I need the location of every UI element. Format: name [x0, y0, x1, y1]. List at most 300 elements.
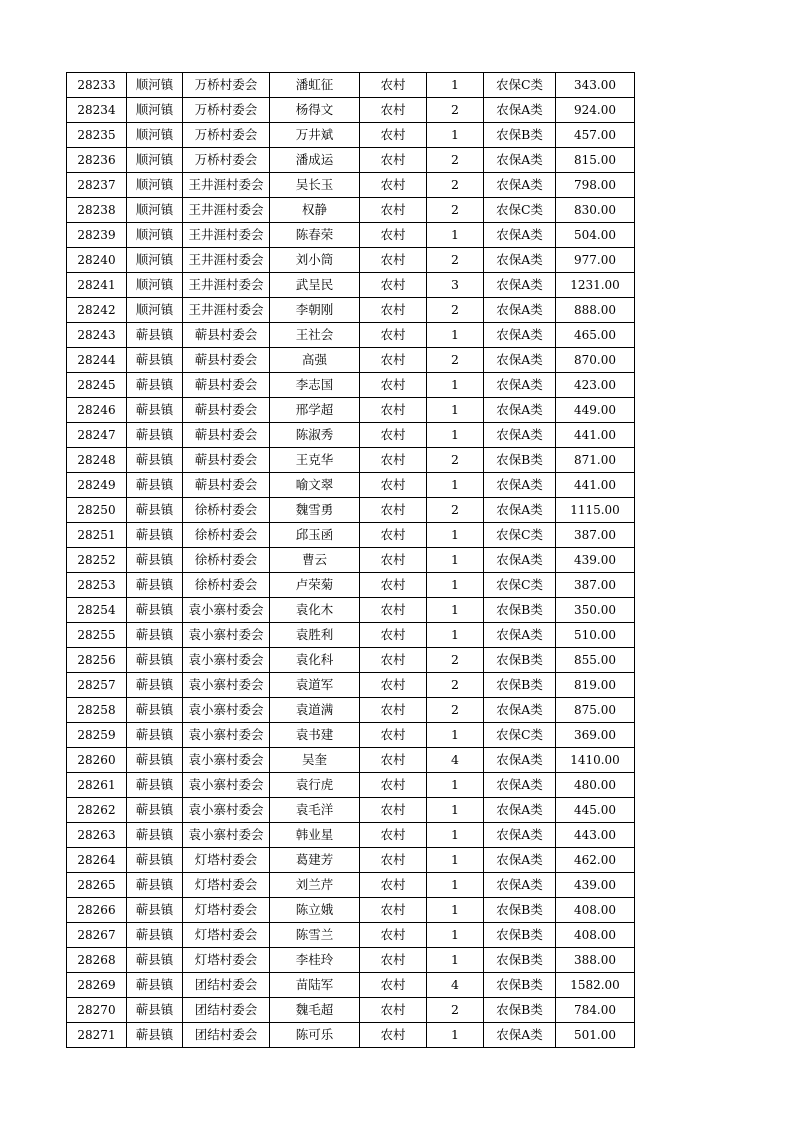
- record-number-cell: 28258: [67, 698, 127, 723]
- record-number-cell: 28234: [67, 98, 127, 123]
- member-count-cell: 1: [427, 623, 484, 648]
- village-committee-cell: 蕲县村委会: [183, 398, 270, 423]
- record-number-cell: 28266: [67, 898, 127, 923]
- record-number-cell: 28243: [67, 323, 127, 348]
- amount-cell: 441.00: [556, 473, 635, 498]
- person-name-cell: 陈雪兰: [270, 923, 360, 948]
- town-cell: 蕲县镇: [127, 973, 183, 998]
- person-name-cell: 李朝刚: [270, 298, 360, 323]
- member-count-cell: 1: [427, 823, 484, 848]
- member-count-cell: 2: [427, 298, 484, 323]
- member-count-cell: 2: [427, 248, 484, 273]
- table-row: [67, 473, 635, 498]
- record-number-cell: 28248: [67, 448, 127, 473]
- insurance-category-cell: 农保B类: [484, 673, 556, 698]
- village-committee-cell: 徐桥村委会: [183, 498, 270, 523]
- household-type-cell: 农村: [360, 848, 427, 873]
- record-number-cell: 28269: [67, 973, 127, 998]
- table-row: [67, 973, 635, 998]
- table-row: [67, 223, 635, 248]
- insurance-category-cell: 农保C类: [484, 723, 556, 748]
- amount-cell: 1115.00: [556, 498, 635, 523]
- insurance-category-cell: 农保C类: [484, 523, 556, 548]
- person-name-cell: 袁道满: [270, 698, 360, 723]
- insurance-category-cell: 农保B类: [484, 923, 556, 948]
- table-row: [67, 573, 635, 598]
- household-type-cell: 农村: [360, 448, 427, 473]
- amount-cell: 462.00: [556, 848, 635, 873]
- village-committee-cell: 万桥村委会: [183, 98, 270, 123]
- amount-cell: 465.00: [556, 323, 635, 348]
- household-type-cell: 农村: [360, 473, 427, 498]
- record-number-cell: 28252: [67, 548, 127, 573]
- town-cell: 蕲县镇: [127, 898, 183, 923]
- village-committee-cell: 袁小寨村委会: [183, 673, 270, 698]
- insurance-category-cell: 农保A类: [484, 273, 556, 298]
- person-name-cell: 袁化科: [270, 648, 360, 673]
- household-type-cell: 农村: [360, 173, 427, 198]
- insurance-category-cell: 农保C类: [484, 73, 556, 98]
- town-cell: 蕲县镇: [127, 323, 183, 348]
- table-row: [67, 298, 635, 323]
- person-name-cell: 魏雪勇: [270, 498, 360, 523]
- village-committee-cell: 蕲县村委会: [183, 473, 270, 498]
- insurance-category-cell: 农保B类: [484, 973, 556, 998]
- village-committee-cell: 王井涯村委会: [183, 223, 270, 248]
- village-committee-cell: 徐桥村委会: [183, 548, 270, 573]
- town-cell: 顺河镇: [127, 273, 183, 298]
- household-type-cell: 农村: [360, 248, 427, 273]
- table-row: [67, 398, 635, 423]
- amount-cell: 439.00: [556, 548, 635, 573]
- village-committee-cell: 蕲县村委会: [183, 323, 270, 348]
- member-count-cell: 2: [427, 998, 484, 1023]
- member-count-cell: 4: [427, 748, 484, 773]
- town-cell: 蕲县镇: [127, 348, 183, 373]
- member-count-cell: 1: [427, 723, 484, 748]
- record-number-cell: 28270: [67, 998, 127, 1023]
- record-number-cell: 28255: [67, 623, 127, 648]
- household-type-cell: 农村: [360, 548, 427, 573]
- household-type-cell: 农村: [360, 598, 427, 623]
- amount-cell: 343.00: [556, 73, 635, 98]
- village-committee-cell: 王井涯村委会: [183, 248, 270, 273]
- town-cell: 蕲县镇: [127, 523, 183, 548]
- town-cell: 顺河镇: [127, 198, 183, 223]
- household-type-cell: 农村: [360, 923, 427, 948]
- town-cell: 蕲县镇: [127, 448, 183, 473]
- amount-cell: 408.00: [556, 898, 635, 923]
- town-cell: 顺河镇: [127, 248, 183, 273]
- household-type-cell: 农村: [360, 123, 427, 148]
- person-name-cell: 袁胜利: [270, 623, 360, 648]
- person-name-cell: 袁行虎: [270, 773, 360, 798]
- town-cell: 蕲县镇: [127, 473, 183, 498]
- record-number-cell: 28268: [67, 948, 127, 973]
- person-name-cell: 韩业星: [270, 823, 360, 848]
- amount-cell: 1410.00: [556, 748, 635, 773]
- town-cell: 顺河镇: [127, 123, 183, 148]
- amount-cell: 443.00: [556, 823, 635, 848]
- amount-cell: 350.00: [556, 598, 635, 623]
- amount-cell: 387.00: [556, 523, 635, 548]
- record-number-cell: 28240: [67, 248, 127, 273]
- household-type-cell: 农村: [360, 373, 427, 398]
- person-name-cell: 杨得文: [270, 98, 360, 123]
- household-type-cell: 农村: [360, 823, 427, 848]
- village-committee-cell: 团结村委会: [183, 998, 270, 1023]
- amount-cell: 387.00: [556, 573, 635, 598]
- town-cell: 蕲县镇: [127, 598, 183, 623]
- member-count-cell: 2: [427, 148, 484, 173]
- town-cell: 蕲县镇: [127, 398, 183, 423]
- insurance-category-cell: 农保B类: [484, 648, 556, 673]
- record-number-cell: 28263: [67, 823, 127, 848]
- town-cell: 顺河镇: [127, 148, 183, 173]
- household-type-cell: 农村: [360, 773, 427, 798]
- insurance-category-cell: 农保B类: [484, 123, 556, 148]
- record-number-cell: 28241: [67, 273, 127, 298]
- amount-cell: 369.00: [556, 723, 635, 748]
- insurance-category-cell: 农保A类: [484, 173, 556, 198]
- village-committee-cell: 王井涯村委会: [183, 173, 270, 198]
- record-number-cell: 28264: [67, 848, 127, 873]
- village-committee-cell: 袁小寨村委会: [183, 598, 270, 623]
- village-committee-cell: 蕲县村委会: [183, 448, 270, 473]
- town-cell: 顺河镇: [127, 223, 183, 248]
- member-count-cell: 2: [427, 348, 484, 373]
- table-row: [67, 998, 635, 1023]
- table-row: [67, 598, 635, 623]
- town-cell: 蕲县镇: [127, 848, 183, 873]
- table-row: [67, 123, 635, 148]
- village-committee-cell: 灯塔村委会: [183, 923, 270, 948]
- member-count-cell: 1: [427, 523, 484, 548]
- insurance-category-cell: 农保A类: [484, 248, 556, 273]
- table-row: [67, 73, 635, 98]
- town-cell: 蕲县镇: [127, 1023, 183, 1048]
- table-row: [67, 848, 635, 873]
- person-name-cell: 权静: [270, 198, 360, 223]
- town-cell: 蕲县镇: [127, 498, 183, 523]
- village-committee-cell: 团结村委会: [183, 973, 270, 998]
- town-cell: 顺河镇: [127, 73, 183, 98]
- village-committee-cell: 蕲县村委会: [183, 373, 270, 398]
- village-committee-cell: 灯塔村委会: [183, 848, 270, 873]
- person-name-cell: 陈淑秀: [270, 423, 360, 448]
- person-name-cell: 刘兰芹: [270, 873, 360, 898]
- insurance-category-cell: 农保A类: [484, 373, 556, 398]
- record-number-cell: 28247: [67, 423, 127, 448]
- insurance-category-cell: 农保A类: [484, 1023, 556, 1048]
- table-row: [67, 273, 635, 298]
- household-type-cell: 农村: [360, 98, 427, 123]
- village-committee-cell: 袁小寨村委会: [183, 698, 270, 723]
- member-count-cell: 2: [427, 173, 484, 198]
- insurance-category-cell: 农保A类: [484, 423, 556, 448]
- table-row: [67, 923, 635, 948]
- village-committee-cell: 袁小寨村委会: [183, 823, 270, 848]
- table-row: [67, 523, 635, 548]
- person-name-cell: 吴奎: [270, 748, 360, 773]
- person-name-cell: 王克华: [270, 448, 360, 473]
- household-type-cell: 农村: [360, 673, 427, 698]
- table-row: [67, 898, 635, 923]
- town-cell: 蕲县镇: [127, 623, 183, 648]
- record-number-cell: 28265: [67, 873, 127, 898]
- household-type-cell: 农村: [360, 873, 427, 898]
- member-count-cell: 4: [427, 973, 484, 998]
- record-number-cell: 28267: [67, 923, 127, 948]
- member-count-cell: 1: [427, 798, 484, 823]
- person-name-cell: 袁道军: [270, 673, 360, 698]
- table-row: [67, 748, 635, 773]
- town-cell: 顺河镇: [127, 98, 183, 123]
- household-type-cell: 农村: [360, 273, 427, 298]
- amount-cell: 1582.00: [556, 973, 635, 998]
- town-cell: 蕲县镇: [127, 873, 183, 898]
- village-committee-cell: 徐桥村委会: [183, 523, 270, 548]
- insurance-category-cell: 农保A类: [484, 823, 556, 848]
- amount-cell: 480.00: [556, 773, 635, 798]
- village-committee-cell: 袁小寨村委会: [183, 798, 270, 823]
- household-type-cell: 农村: [360, 798, 427, 823]
- village-committee-cell: 蕲县村委会: [183, 423, 270, 448]
- household-type-cell: 农村: [360, 573, 427, 598]
- village-committee-cell: 团结村委会: [183, 1023, 270, 1048]
- member-count-cell: 1: [427, 223, 484, 248]
- insurance-category-cell: 农保A类: [484, 873, 556, 898]
- amount-cell: 798.00: [556, 173, 635, 198]
- member-count-cell: 1: [427, 323, 484, 348]
- record-number-cell: 28245: [67, 373, 127, 398]
- record-number-cell: 28260: [67, 748, 127, 773]
- amount-cell: 924.00: [556, 98, 635, 123]
- record-number-cell: 28244: [67, 348, 127, 373]
- amount-cell: 423.00: [556, 373, 635, 398]
- person-name-cell: 袁书建: [270, 723, 360, 748]
- household-type-cell: 农村: [360, 323, 427, 348]
- record-number-cell: 28249: [67, 473, 127, 498]
- household-type-cell: 农村: [360, 398, 427, 423]
- table-row: [67, 1023, 635, 1048]
- amount-cell: 441.00: [556, 423, 635, 448]
- village-committee-cell: 王井涯村委会: [183, 198, 270, 223]
- table-row: [67, 798, 635, 823]
- person-name-cell: 葛建芳: [270, 848, 360, 873]
- table-row: [67, 348, 635, 373]
- amount-cell: 888.00: [556, 298, 635, 323]
- member-count-cell: 2: [427, 648, 484, 673]
- record-number-cell: 28237: [67, 173, 127, 198]
- person-name-cell: 卢荣菊: [270, 573, 360, 598]
- table-row: [67, 148, 635, 173]
- record-number-cell: 28254: [67, 598, 127, 623]
- member-count-cell: 1: [427, 948, 484, 973]
- insurance-category-cell: 农保A类: [484, 323, 556, 348]
- village-committee-cell: 王井涯村委会: [183, 273, 270, 298]
- person-name-cell: 刘小筒: [270, 248, 360, 273]
- member-count-cell: 3: [427, 273, 484, 298]
- table-row: [67, 423, 635, 448]
- amount-cell: 445.00: [556, 798, 635, 823]
- town-cell: 蕲县镇: [127, 648, 183, 673]
- household-type-cell: 农村: [360, 223, 427, 248]
- record-number-cell: 28238: [67, 198, 127, 223]
- insurance-category-cell: 农保A类: [484, 398, 556, 423]
- village-committee-cell: 万桥村委会: [183, 123, 270, 148]
- town-cell: 顺河镇: [127, 173, 183, 198]
- member-count-cell: 1: [427, 598, 484, 623]
- record-number-cell: 28242: [67, 298, 127, 323]
- household-type-cell: 农村: [360, 723, 427, 748]
- town-cell: 蕲县镇: [127, 748, 183, 773]
- member-count-cell: 2: [427, 448, 484, 473]
- insurance-category-cell: 农保B类: [484, 998, 556, 1023]
- village-committee-cell: 袁小寨村委会: [183, 648, 270, 673]
- record-number-cell: 28239: [67, 223, 127, 248]
- record-number-cell: 28261: [67, 773, 127, 798]
- household-type-cell: 农村: [360, 748, 427, 773]
- household-type-cell: 农村: [360, 148, 427, 173]
- insurance-category-cell: 农保A类: [484, 473, 556, 498]
- household-type-cell: 农村: [360, 1023, 427, 1048]
- person-name-cell: 李志国: [270, 373, 360, 398]
- household-type-cell: 农村: [360, 648, 427, 673]
- amount-cell: 870.00: [556, 348, 635, 373]
- person-name-cell: 李桂玲: [270, 948, 360, 973]
- member-count-cell: 1: [427, 773, 484, 798]
- table-row: [67, 673, 635, 698]
- table-row: [67, 823, 635, 848]
- record-number-cell: 28251: [67, 523, 127, 548]
- member-count-cell: 2: [427, 673, 484, 698]
- amount-cell: 408.00: [556, 923, 635, 948]
- insurance-category-cell: 农保A类: [484, 98, 556, 123]
- table-row: [67, 723, 635, 748]
- table-row: [67, 198, 635, 223]
- person-name-cell: 高强: [270, 348, 360, 373]
- table-row: [67, 648, 635, 673]
- insurance-category-cell: 农保A类: [484, 773, 556, 798]
- town-cell: 蕲县镇: [127, 423, 183, 448]
- town-cell: 蕲县镇: [127, 998, 183, 1023]
- person-name-cell: 万井斌: [270, 123, 360, 148]
- member-count-cell: 1: [427, 873, 484, 898]
- person-name-cell: 潘虹征: [270, 73, 360, 98]
- insurance-category-cell: 农保A类: [484, 623, 556, 648]
- town-cell: 蕲县镇: [127, 673, 183, 698]
- amount-cell: 875.00: [556, 698, 635, 723]
- village-committee-cell: 万桥村委会: [183, 73, 270, 98]
- village-committee-cell: 袁小寨村委会: [183, 723, 270, 748]
- table-row: [67, 173, 635, 198]
- table-row: [67, 248, 635, 273]
- village-committee-cell: 蕲县村委会: [183, 348, 270, 373]
- insurance-category-cell: 农保A类: [484, 798, 556, 823]
- person-name-cell: 吴长玉: [270, 173, 360, 198]
- person-name-cell: 喻文翠: [270, 473, 360, 498]
- member-count-cell: 1: [427, 923, 484, 948]
- member-count-cell: 1: [427, 898, 484, 923]
- amount-cell: 457.00: [556, 123, 635, 148]
- insurance-category-cell: 农保B类: [484, 948, 556, 973]
- household-type-cell: 农村: [360, 948, 427, 973]
- household-type-cell: 农村: [360, 973, 427, 998]
- table-row: [67, 623, 635, 648]
- record-number-cell: 28250: [67, 498, 127, 523]
- amount-cell: 501.00: [556, 1023, 635, 1048]
- town-cell: 蕲县镇: [127, 948, 183, 973]
- household-type-cell: 农村: [360, 423, 427, 448]
- person-name-cell: 陈可乐: [270, 1023, 360, 1048]
- person-name-cell: 邢学超: [270, 398, 360, 423]
- record-number-cell: 28271: [67, 1023, 127, 1048]
- insurance-category-cell: 农保A类: [484, 498, 556, 523]
- town-cell: 蕲县镇: [127, 923, 183, 948]
- amount-cell: 439.00: [556, 873, 635, 898]
- table-row: [67, 773, 635, 798]
- town-cell: 蕲县镇: [127, 698, 183, 723]
- person-name-cell: 曹云: [270, 548, 360, 573]
- table-row: [67, 323, 635, 348]
- person-name-cell: 邱玉函: [270, 523, 360, 548]
- record-number-cell: 28259: [67, 723, 127, 748]
- record-number-cell: 28262: [67, 798, 127, 823]
- insurance-category-cell: 农保B类: [484, 448, 556, 473]
- member-count-cell: 1: [427, 1023, 484, 1048]
- amount-cell: 815.00: [556, 148, 635, 173]
- insurance-category-cell: 农保C类: [484, 573, 556, 598]
- insurance-category-cell: 农保B类: [484, 898, 556, 923]
- amount-cell: 977.00: [556, 248, 635, 273]
- insurance-category-cell: 农保A类: [484, 548, 556, 573]
- insurance-category-cell: 农保A类: [484, 223, 556, 248]
- village-committee-cell: 袁小寨村委会: [183, 773, 270, 798]
- member-count-cell: 1: [427, 473, 484, 498]
- insurance-category-cell: 农保A类: [484, 848, 556, 873]
- village-committee-cell: 灯塔村委会: [183, 898, 270, 923]
- person-name-cell: 袁毛洋: [270, 798, 360, 823]
- insurance-category-cell: 农保A类: [484, 698, 556, 723]
- person-name-cell: 陈立娥: [270, 898, 360, 923]
- household-type-cell: 农村: [360, 898, 427, 923]
- household-type-cell: 农村: [360, 498, 427, 523]
- household-type-cell: 农村: [360, 523, 427, 548]
- member-count-cell: 2: [427, 498, 484, 523]
- amount-cell: 449.00: [556, 398, 635, 423]
- town-cell: 蕲县镇: [127, 773, 183, 798]
- town-cell: 蕲县镇: [127, 723, 183, 748]
- member-count-cell: 1: [427, 573, 484, 598]
- village-committee-cell: 万桥村委会: [183, 148, 270, 173]
- table-body: [67, 73, 635, 1048]
- record-number-cell: 28246: [67, 398, 127, 423]
- household-type-cell: 农村: [360, 998, 427, 1023]
- amount-cell: 388.00: [556, 948, 635, 973]
- person-name-cell: 袁化木: [270, 598, 360, 623]
- person-name-cell: 武呈民: [270, 273, 360, 298]
- person-name-cell: 苗陆军: [270, 973, 360, 998]
- record-number-cell: 28253: [67, 573, 127, 598]
- member-count-cell: 1: [427, 423, 484, 448]
- town-cell: 蕲县镇: [127, 548, 183, 573]
- village-committee-cell: 王井涯村委会: [183, 298, 270, 323]
- member-count-cell: 1: [427, 548, 484, 573]
- member-count-cell: 1: [427, 398, 484, 423]
- town-cell: 蕲县镇: [127, 823, 183, 848]
- member-count-cell: 2: [427, 98, 484, 123]
